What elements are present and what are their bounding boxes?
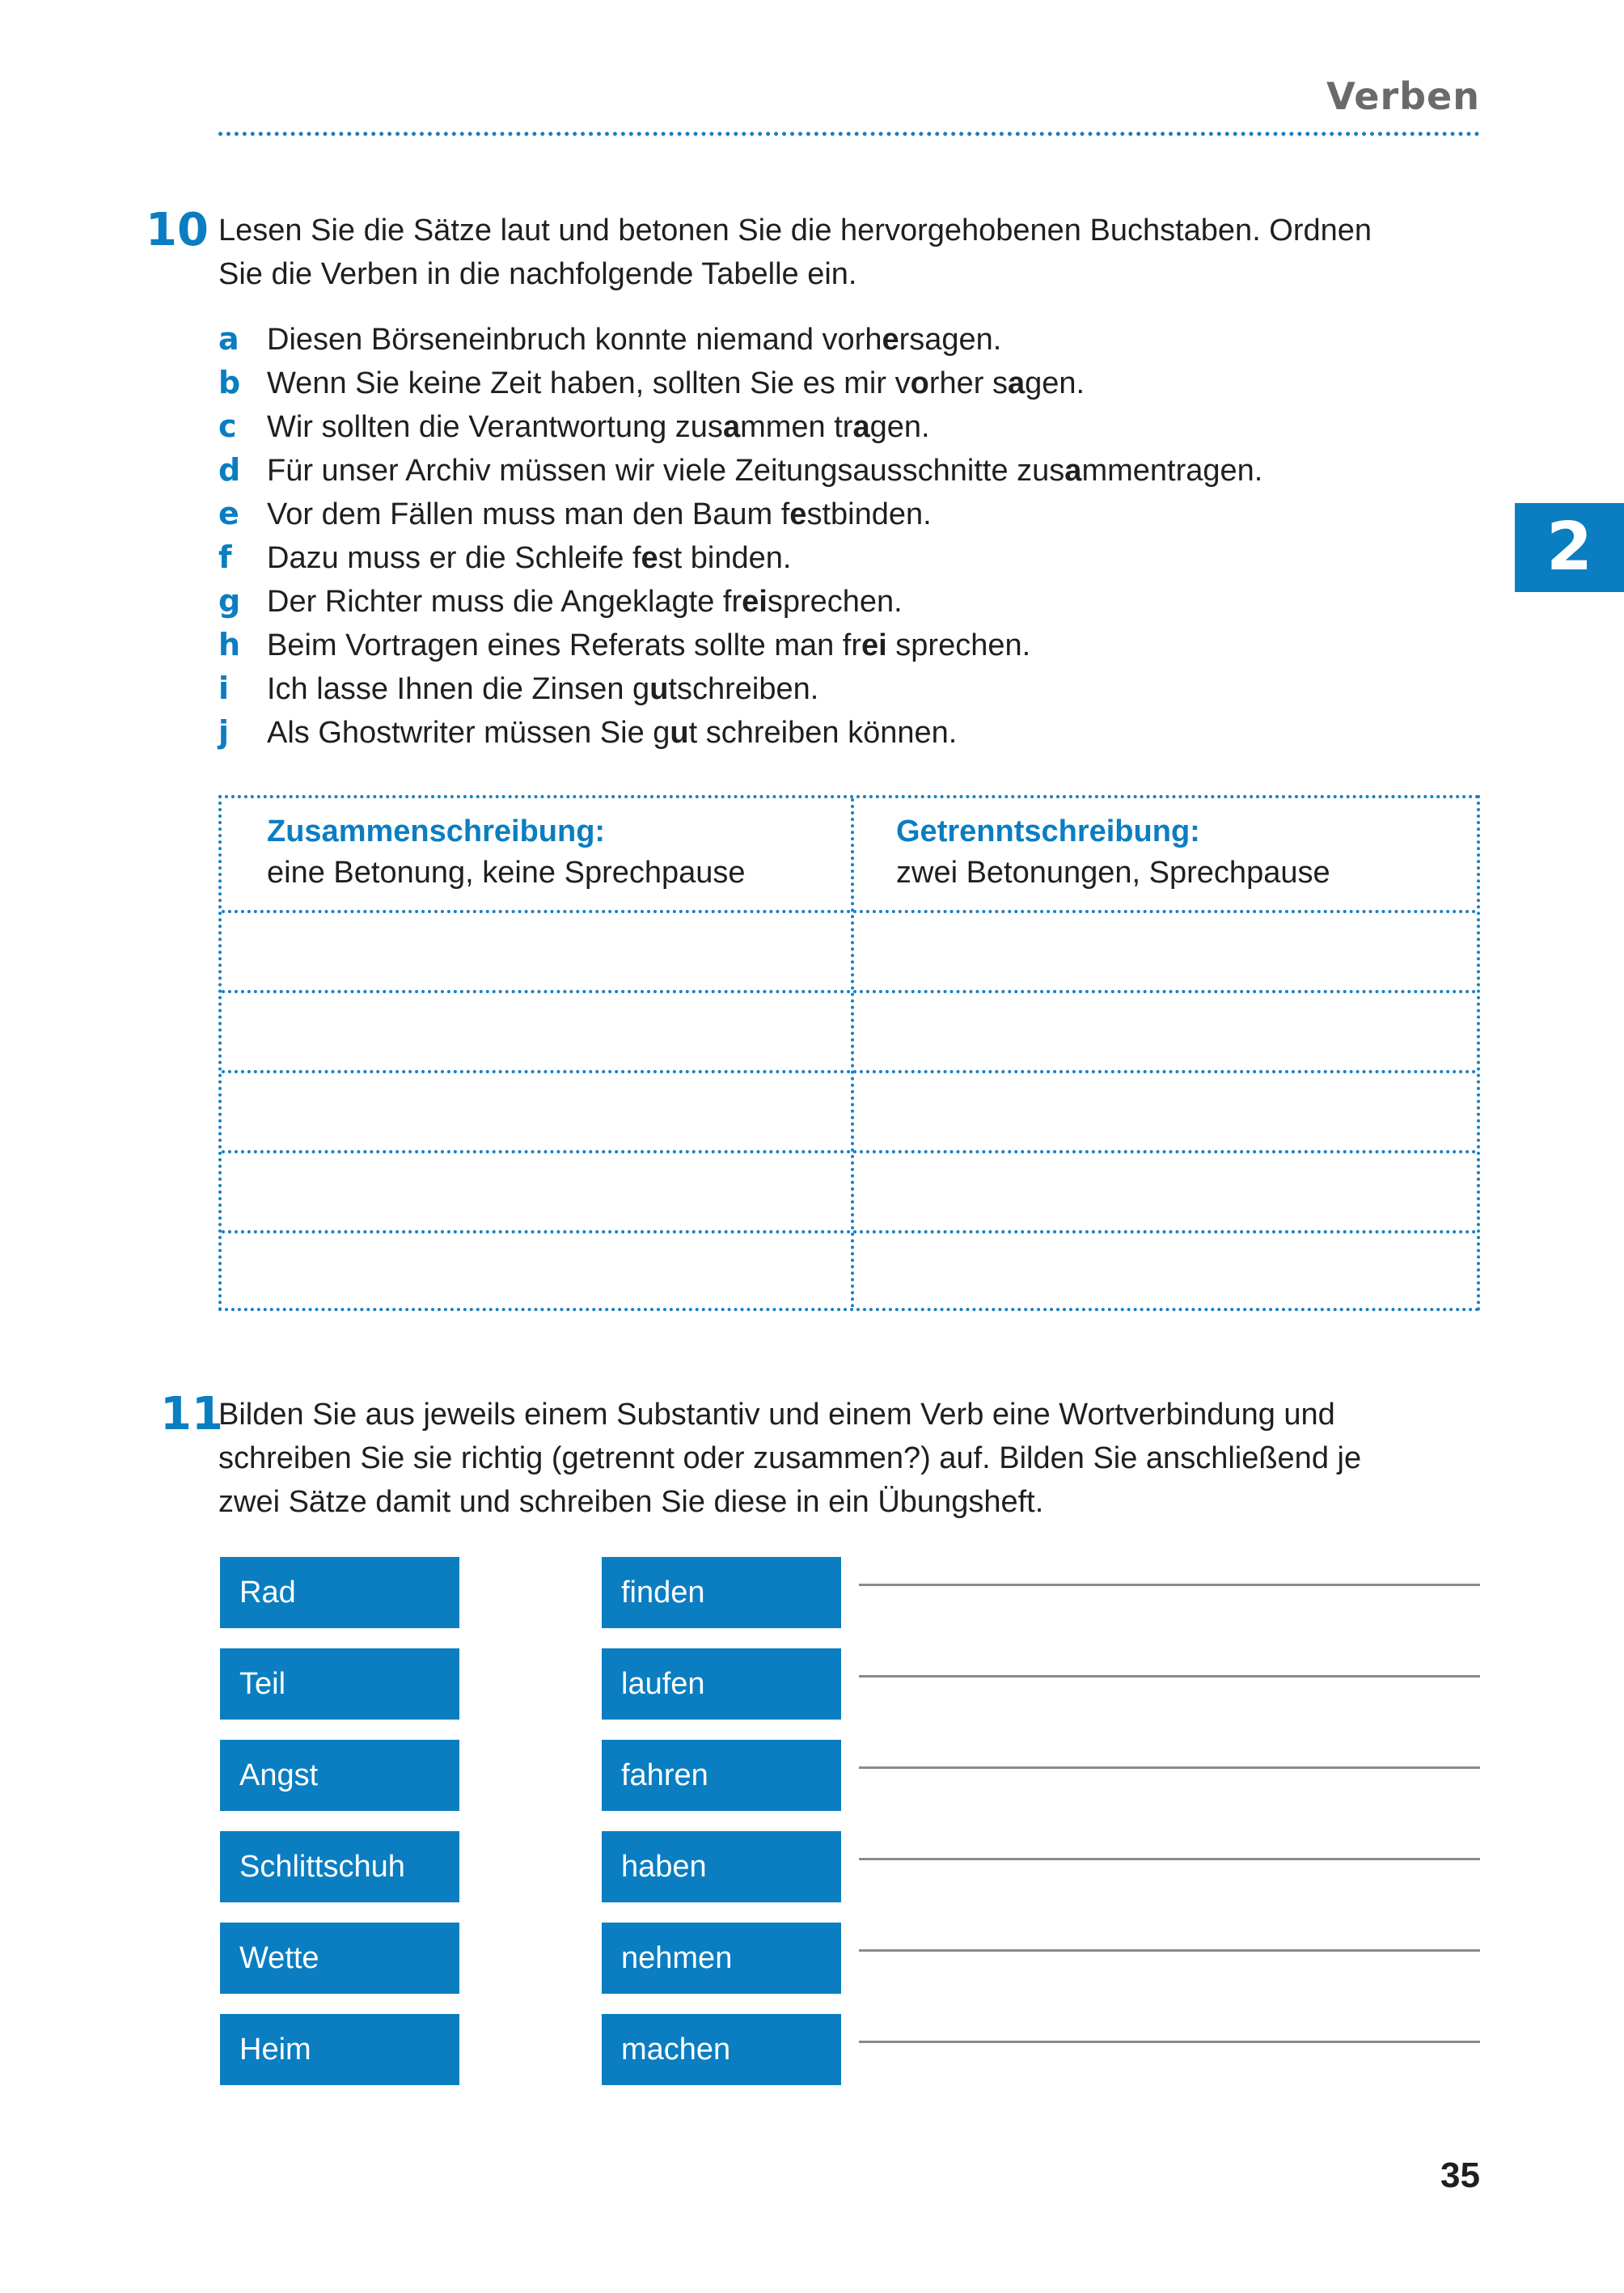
sentence-text: Ich lasse Ihnen die Zinsen g [267,672,650,706]
sentence-text: st binden. [658,541,792,575]
sentence-letter: h [218,627,241,662]
sentence-j [218,710,957,754]
noun-box[interactable]: Rad [220,1557,459,1628]
verb-box[interactable]: laufen [602,1648,841,1720]
sentence-letter: i [218,671,230,706]
sentence-text: rsagen. [899,323,1002,357]
sentence-text: Vor dem Fällen muss man den Baum f [267,497,790,531]
answer-cell[interactable] [225,993,848,1068]
verb-box[interactable]: haben [602,1831,841,1902]
sentence-letter: a [218,321,239,357]
instruction-line: Sie die Verben in die nachfolgende Tabelle ein. [218,257,857,291]
sentence-text: sprechen. [767,585,903,619]
noun-box[interactable]: Angst [220,1740,459,1811]
stressed-letter: u [670,716,689,750]
noun-box[interactable]: Wette [220,1923,459,1994]
header-subtitle: zwei Betonungen, Sprechpause [896,856,1330,890]
stressed-letter: e [789,497,807,531]
chapter-tab: 2 [1515,503,1624,592]
answer-cell[interactable] [225,1233,848,1309]
table-header-left [267,814,746,891]
task-11-instruction [218,1393,1480,1524]
sentence-text: Als Ghostwriter müssen Sie g [267,716,670,750]
verb-box[interactable]: nehmen [602,1923,841,1994]
page-number: 35 [1440,2156,1480,2195]
sentence-text: stbinden. [806,497,932,531]
stressed-letter: a [1064,454,1082,488]
sentence-e [218,492,932,535]
task-10-instruction [218,209,1480,296]
sentence-text: mmen tr [740,410,853,444]
sentence-h [218,623,1030,666]
sentence-text: gen. [869,410,930,444]
answer-cell[interactable] [854,993,1477,1068]
sentence-letter: g [218,583,241,619]
answer-cell[interactable] [854,1073,1477,1149]
answer-cell[interactable] [225,913,848,988]
sentence-i [218,666,818,710]
stressed-letter: a [722,410,741,444]
sentence-text: rher s [928,366,1008,400]
answer-cell[interactable] [854,1153,1477,1229]
answer-line[interactable] [859,1584,1480,1586]
sentence-text: Dazu muss er die Schleife f [267,541,641,575]
header-divider [218,132,1480,136]
sentence-f [218,535,791,579]
sentence-text: Für unser Archiv müssen wir viele Zeitungsausschnitte zus [267,454,1065,488]
sentence-text: Diesen Börseneinbruch konnte niemand vorh [267,323,882,357]
sentence-text: sprechen. [886,628,1031,662]
table-header-right [896,814,1330,891]
sentence-letter: c [218,408,237,444]
stressed-letter: u [649,672,669,706]
verb-box[interactable]: fahren [602,1740,841,1811]
stressed-letter: a [1007,366,1026,400]
sentence-c [218,404,930,448]
sentence-letter: d [218,452,241,488]
stressed-letter: a [852,410,870,444]
sentence-text: Wir sollten die Verantwortung zus [267,410,723,444]
sentence-b [218,361,1085,404]
verb-box[interactable]: machen [602,2014,841,2085]
sorting-table [218,795,1480,1311]
sentence-a [218,317,1001,361]
sentence-g [218,579,903,623]
noun-box[interactable]: Teil [220,1648,459,1720]
instruction-line: zwei Sätze damit und schreiben Sie diese in ein Übungsheft. [218,1485,1044,1519]
answer-cell[interactable] [854,1233,1477,1309]
stressed-letter: o [910,366,929,400]
verb-box[interactable]: finden [602,1557,841,1628]
sentence-text: gen. [1025,366,1085,400]
section-title: Verben [1326,74,1480,118]
sentence-text: mmentragen. [1081,454,1263,488]
header-title: Getrenntschreibung: [896,814,1200,848]
header-subtitle: eine Betonung, keine Sprechpause [267,856,746,890]
noun-box[interactable]: Heim [220,2014,459,2085]
stressed-letter: ei [861,628,887,662]
noun-box[interactable]: Schlittschuh [220,1831,459,1902]
stressed-letter: e [641,541,658,575]
answer-line[interactable] [859,2041,1480,2043]
sentence-letter: j [218,714,230,750]
sentence-text: Der Richter muss die Angeklagte fr [267,585,742,619]
sentence-letter: f [218,539,232,575]
sentence-text: Wenn Sie keine Zeit haben, sollten Sie es mir v [267,366,911,400]
sentence-text: t schreiben können. [688,716,958,750]
task-number-10: 10 [146,204,209,256]
instruction-line: Lesen Sie die Sätze laut und betonen Sie die hervorgehobenen Buchstaben. Ordnen [218,214,1372,247]
instruction-line: schreiben Sie sie richtig (getrennt oder zusammen?) auf. Bilden Sie anschließend je [218,1441,1362,1475]
answer-line[interactable] [859,1766,1480,1769]
sentence-text: Beim Vortragen eines Referats sollte man fr [267,628,862,662]
sentence-letter: e [218,496,239,531]
task-number-11: 11 [160,1388,223,1441]
answer-line[interactable] [859,1949,1480,1952]
answer-line[interactable] [859,1675,1480,1677]
answer-cell[interactable] [225,1073,848,1149]
stressed-letter: e [882,323,899,357]
stressed-letter: ei [742,585,768,619]
answer-line[interactable] [859,1858,1480,1860]
sentence-text: tschreiben. [668,672,819,706]
answer-cell[interactable] [854,913,1477,988]
sentence-d [218,448,1262,492]
instruction-line: Bilden Sie aus jeweils einem Substantiv und einem Verb eine Wortverbindung und [218,1398,1335,1432]
answer-cell[interactable] [225,1153,848,1229]
sentence-letter: b [218,365,241,400]
header-title: Zusammenschreibung: [267,814,606,848]
